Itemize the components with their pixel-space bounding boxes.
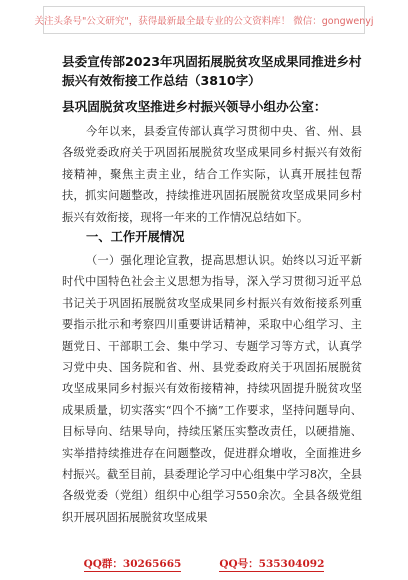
qq-group-link[interactable]: QQ群：30265665 <box>83 558 182 570</box>
body-paragraph: （一）强化理论宣教，提高思想认识。始终以习近平新时代中国特色社会主义思想为指导，深入学习贯彻习近平总书记关于巩固拓展脱贫攻坚成果同乡村振兴有效衔接系列重要指示批示和考察四川重要讲话精神，采取中心组学习、主题党日、干部职工会、集中学习、专题学习等方式，认真学习党中央、国务院和省、州、县党委政府关于巩固拓展脱贫攻坚成果同乡村振兴有效衔接精神，持续巩固提升脱贫攻坚成果质量，切实落实“四个不摘”工作要求，坚持问题导向、目标导向、结果导向，持续压紧压实整改责任，以硬措施、实举措持续推进存在问题整改，促进群众增收，全面推进乡村振兴。截至目前，县委理论学习中心组集中学习8次，全县各级党委（党组）组织中心组学习550余次。全县各级党组织开展巩固拓展脱贫攻坚成果 <box>62 254 362 524</box>
section-heading: 一、工作开展情况 <box>86 230 185 244</box>
document-recipient: 县巩固脱贫攻坚推进乡村振兴领导小组办公室： <box>62 99 327 114</box>
intro-paragraph: 今年以来，县委宣传部认真学习贯彻中央、省、州、县各级党委政府关于巩固拓展脱贫攻坚成果同乡村振兴有效衔接精神，聚焦主责主业，结合工作实际，认真开展挂包帮扶，抓实问题整改，持续推进巩固拓展脱贫攻坚成果同乡村振兴有效衔接，现将一年来的工作情况总结如下。 <box>62 125 362 224</box>
contact-footer <box>0 556 408 572</box>
document-title: 县委宣传部2023年巩固拓展脱贫攻坚成果同推进乡村振兴有效衔接工作总结（3810字） <box>62 54 362 88</box>
qq-number-link[interactable]: QQ号：535304092 <box>219 558 325 570</box>
promo-banner: 关注头条号"公文研究"，获得最新最全最专业的公文资料库！ 微信：gongwenyj <box>43 6 365 34</box>
